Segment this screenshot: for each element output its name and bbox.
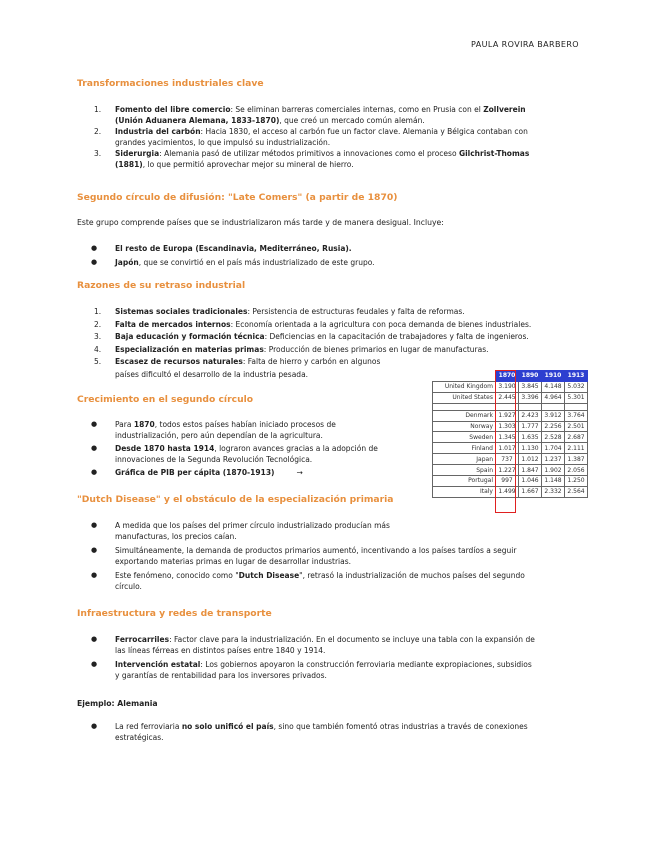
section-title-infraestructura: Infraestructura y redes de transporte (77, 608, 272, 619)
arrow-right-icon: → (296, 468, 303, 477)
section-title-segundo-circulo: Segundo círculo de difusión: "Late Comers" (a partir de 1870) (77, 192, 398, 203)
list-item: ● Intervención estatal: Los gobiernos apoyaron la construcción ferroviaria mediante expropiaciones, subsidios y garantías de rentabilidad para los inversores privados. (91, 660, 532, 680)
table-row: Spain 1.227 1.847 1.902 2.056 (433, 465, 588, 476)
table-row: Japan 737 1.012 1.237 1.387 (433, 454, 588, 465)
list-late-comers (77, 243, 577, 268)
list-item: 3. Baja educación y formación técnica: Deficiencias en la capacitación de trabajadores y falta de ingenieros. (94, 332, 529, 341)
list-item: ● La red ferroviaria no solo unificó el país, sino que también fomentó otras industrias a través de conexiones estratégicas. (91, 722, 528, 742)
year-header: 1890 (519, 371, 542, 382)
list-item: ● El resto de Europa (Escandinavia, Mediterráneo, Rusia). (91, 244, 352, 253)
list-item: 4. Especialización en materias primas: Producción de bienes primarios en lugar de manufacturas. (94, 344, 489, 354)
highlight-1870-column (495, 370, 516, 513)
section-title-dutch-disease: "Dutch Disease" y el obstáculo de la especialización primaria (77, 494, 394, 505)
list-item: ● A medida que los países del primer círculo industrializado producían más manufacturas, los precios caían. (91, 521, 390, 541)
year-header: 1870 (496, 371, 519, 382)
year-header: 1910 (542, 371, 565, 382)
list-item: ● Gráfica de PIB per cápita (1870-1913) → (91, 468, 303, 477)
year-header: 1913 (565, 371, 588, 382)
list-item: 1. Fomento del libre comercio: Se eliminan barreras comerciales internas, como en Prusia con el Zollverein (Unión Aduanera Alemana, 1833-1870), que creó un mercado común alemán. (94, 105, 526, 125)
section-intro: Este grupo comprende países que se industrializaron más tarde y de manera desigual. Incluye: (77, 218, 444, 227)
table-row: United States 2.445 3.396 4.964 5.301 (433, 392, 588, 403)
list-infraestructura (77, 634, 577, 681)
list-item: 2. Industria del carbón: Hacia 1830, el acceso al carbón fue un factor clave. Alemania y Bélgica contaban con grandes yacimientos, lo que impulsó su industrialización. (94, 127, 528, 147)
section-title-crecimiento: Crecimiento en el segundo círculo (77, 394, 254, 405)
list-item: 3. Siderurgia: Alemania pasó de utilizar métodos primitivos a innovaciones como el proceso Gilchrist-Thomas (1881), lo que permitió aprovechar mejor su mineral de hierro. (94, 149, 530, 169)
author-name: PAULA ROVIRA BARBERO (470, 40, 579, 49)
table-row: Sweden 1.345 1.635 2.528 2.687 (433, 432, 588, 443)
section-title-transformaciones: Transformaciones industriales clave (77, 78, 264, 89)
list-item: ● Simultáneamente, la demanda de productos primarios aumentó, incentivando a los países tardíos a seguir exportando materias primas en lugar de desarrollar industrias. (91, 546, 517, 566)
list-item: ● Ferrocarriles: Factor clave para la industrialización. En el documento se incluye una tabla con la expansión de las líneas férreas en distintos países entre 1840 y 1914. (91, 635, 535, 655)
list-dutch-disease (77, 520, 577, 592)
table-row: Denmark 1.927 2.423 3.912 3.764 (433, 410, 588, 421)
list-item: ● Japón, que se convirtió en el país más industrializado de este grupo. (91, 258, 375, 267)
list-item: ● Desde 1870 hasta 1914, lograron avances gracias a la adopción de innovaciones de la Segunda Revolución Tecnológica. (91, 444, 378, 464)
table-row: Portugal 997 1.046 1.148 1.250 (433, 476, 588, 487)
list-item: 5. Escasez de recursos naturales: Falta de hierro y carbón en algunos países dificultó el desarrollo de la industria pesada. (94, 357, 381, 379)
table-row: Italy 1.499 1.667 2.332 2.564 (433, 486, 588, 497)
list-item: ● Este fenómeno, conocido como "Dutch Disease", retrasó la industrialización de muchos países del segundo círculo. (91, 571, 525, 591)
example-label: Ejemplo: Alemania (77, 699, 158, 708)
table-row: Finland 1.017 1.130 1.704 2.111 (433, 443, 588, 454)
list-crecimiento (77, 419, 417, 478)
table-row: Norway 1.303 1.777 2.256 2.501 (433, 421, 588, 432)
list-item: 1. Sistemas sociales tradicionales: Persistencia de estructuras feudales y falta de reformas. (94, 307, 465, 316)
table-row: United Kingdom 3.190 3.845 4.148 5.032 (433, 381, 588, 392)
list-item: 2. Falta de mercados internos: Economía orientada a la agricultura con poca demanda de bienes industriales. (94, 319, 532, 329)
section-title-razones: Razones de su retraso industrial (77, 280, 246, 291)
list-transformaciones (77, 104, 577, 170)
list-ejemplo (77, 721, 577, 743)
list-item: ● Para 1870, todos estos países habían iniciado procesos de industrialización, pero aún dependían de la agricultura. (91, 420, 336, 440)
